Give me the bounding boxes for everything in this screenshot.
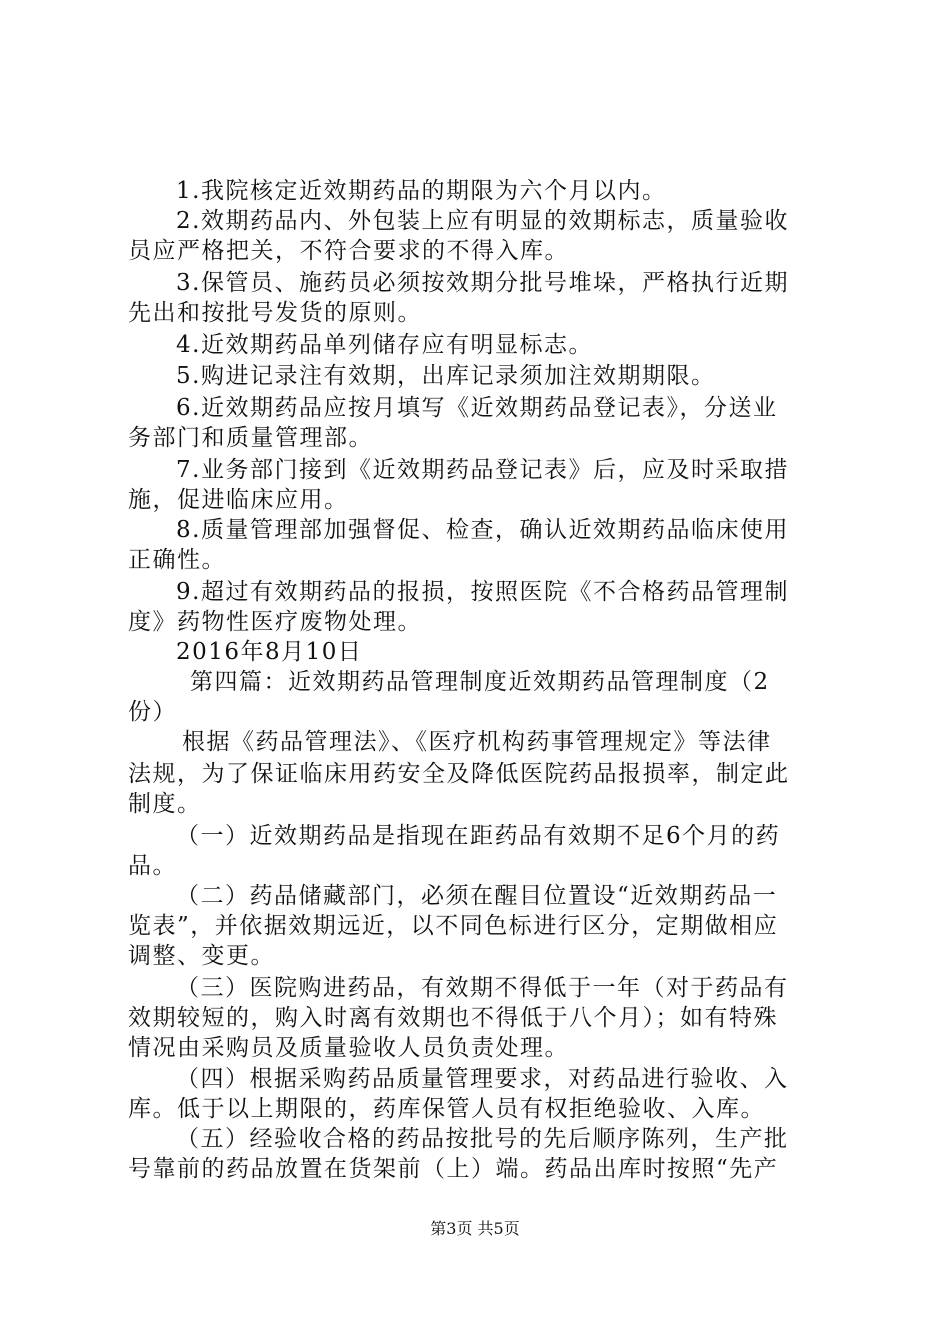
text-line: 3.保管员、施药员必须按效期分批号堆垛，严格执行近期 <box>176 270 789 296</box>
text-line: 2.效期药品内、外包装上应有明显的效期标志，质量验收 <box>176 208 789 234</box>
text-line: 7.业务部门接到《近效期药品登记表》后，应及时采取措 <box>176 457 789 483</box>
text-line: 6.近效期药品应按月填写《近效期药品登记表》，分送业 <box>176 395 778 421</box>
text-line: （二）药品储藏部门，必须在醒目位置设“近效期药品一 <box>176 883 778 909</box>
text-line: 8.质量管理部加强督促、检查，确认近效期药品临床使用 <box>176 517 789 543</box>
text-line: 制度。 <box>128 791 202 817</box>
text-line: 先出和按批号发货的原则。 <box>128 300 422 326</box>
section-heading: 份） <box>128 699 177 725</box>
text-line: 库。低于以上期限的，药库保管人员有权拒绝验收、入库。 <box>128 1096 765 1122</box>
text-line: 调整、变更。 <box>128 943 275 969</box>
text-line: （四）根据采购药品质量管理要求，对药品进行验收、入 <box>176 1066 789 1092</box>
text-line: 1.我院核定近效期药品的期限为六个月以内。 <box>176 178 667 204</box>
text-line: 法规，为了保证临床用药安全及降低医院药品报损率，制定此 <box>128 761 790 787</box>
text-line: 根据《药品管理法》、《医疗机构药事管理规定》等法律 <box>182 729 772 755</box>
text-line: 正确性。 <box>128 547 226 573</box>
text-line: 5.购进记录注有效期，出库记录须加注效期期限。 <box>176 363 716 389</box>
document-date: 2016年8月10日 <box>176 639 363 665</box>
text-line: 4.近效期药品单列储存应有明显标志。 <box>176 332 593 358</box>
text-line: 施，促进临床应用。 <box>128 487 349 513</box>
text-line: （一）近效期药品是指现在距药品有效期不足6个月的药 <box>176 823 781 849</box>
text-line: 员应严格把关，不符合要求的不得入库。 <box>128 238 569 264</box>
page-footer: 第3页 共5页 <box>430 1219 520 1238</box>
section-heading: 第四篇：近效期药品管理制度近效期药品管理制度（2 <box>190 669 770 695</box>
text-line: 览表”，并依据效期远近，以不同色标进行区分，定期做相应 <box>128 913 779 939</box>
text-line: 度》药物性医疗废物处理。 <box>128 609 422 635</box>
text-line: （三）医院购进药品，有效期不得低于一年（对于药品有 <box>176 975 789 1001</box>
text-line: （五）经验收合格的药品按批号的先后顺序陈列，生产批 <box>176 1126 789 1152</box>
text-line: 务部门和质量管理部。 <box>128 425 373 451</box>
text-line: 效期较短的，购入时离有效期也不得低于八个月）；如有特殊 <box>128 1005 778 1031</box>
text-line: 品。 <box>128 853 177 879</box>
text-line: 情况由采购员及质量验收人员负责处理。 <box>128 1035 569 1061</box>
text-line: 9.超过有效期药品的报损，按照医院《不合格药品管理制 <box>176 579 789 605</box>
text-line: 号靠前的药品放置在货架前（上）端。药品出库时按照“先产 <box>128 1156 779 1182</box>
